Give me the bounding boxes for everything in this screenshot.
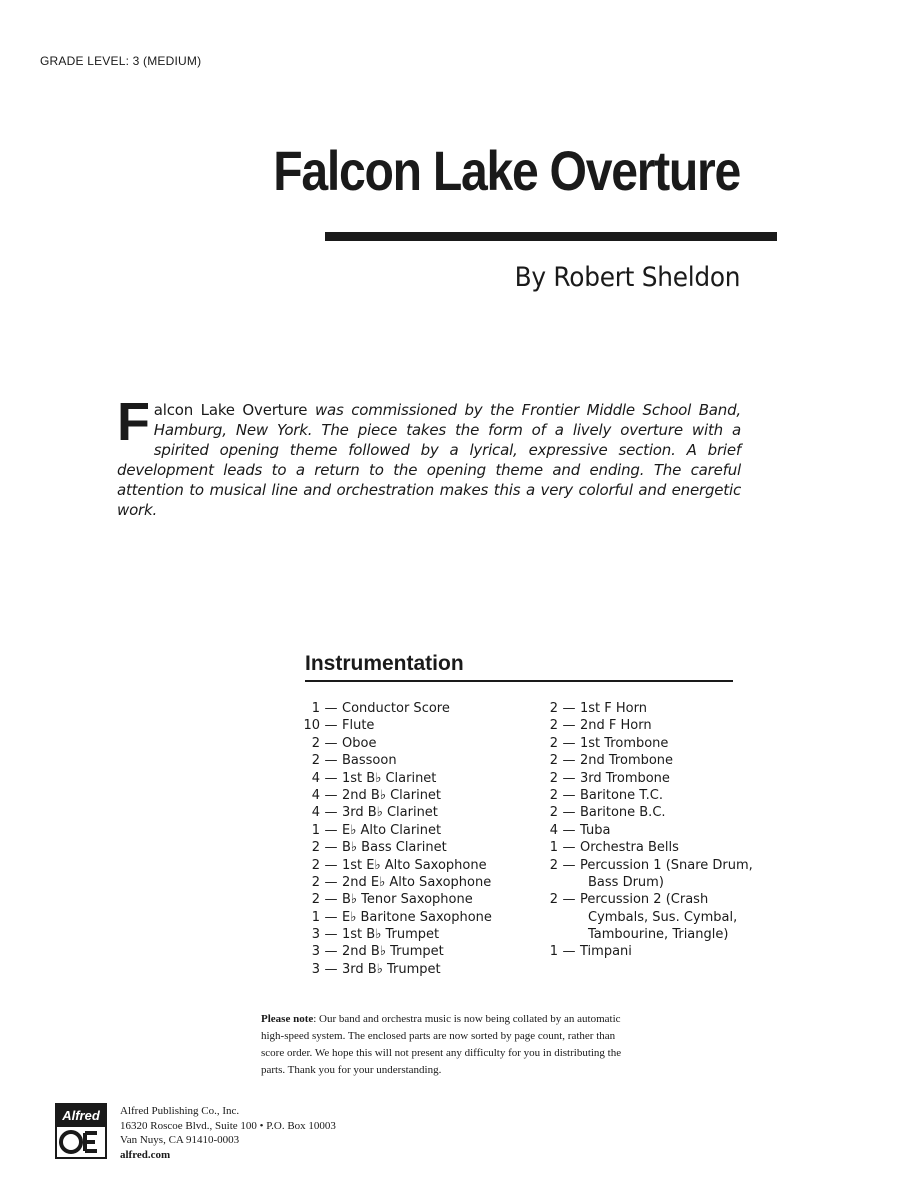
instrument-row xyxy=(536,770,753,787)
instrument-name: Oboe xyxy=(342,735,377,751)
publisher-info xyxy=(120,1104,336,1162)
dash-separator: — xyxy=(562,805,576,821)
dash-separator: — xyxy=(324,770,338,786)
instrument-quantity: 2 xyxy=(549,718,558,734)
drop-cap: F xyxy=(117,392,150,452)
instrument-quantity: 2 xyxy=(311,840,320,856)
instrument-quantity: 2 xyxy=(549,787,558,803)
dash-separator: — xyxy=(562,840,576,856)
note-label: Please note xyxy=(261,1013,314,1025)
dash-separator: — xyxy=(324,735,338,751)
instrument-quantity: 2 xyxy=(549,701,558,716)
instrument-quantity: 1 xyxy=(549,944,558,960)
instrument-row xyxy=(536,735,753,752)
instrument-name: Baritone T.C. xyxy=(580,787,664,803)
instrument-name: Baritone B.C. xyxy=(580,805,666,821)
dash-separator: — xyxy=(562,892,576,908)
collation-note xyxy=(261,1011,641,1079)
instrument-quantity: 10 xyxy=(303,718,320,734)
instrument-quantity: 2 xyxy=(549,735,558,751)
instrument-row xyxy=(536,787,753,804)
instrument-row xyxy=(536,804,753,821)
instrument-row xyxy=(298,943,492,960)
instrument-name: 2nd B♭ Clarinet xyxy=(342,787,442,803)
instrument-row xyxy=(536,700,753,717)
instrument-row xyxy=(536,839,753,856)
instrument-quantity: 4 xyxy=(311,805,320,821)
instrument-row xyxy=(536,857,753,874)
instrument-name: B♭ Bass Clarinet xyxy=(342,840,447,856)
instrument-row xyxy=(536,943,753,960)
dash-separator: — xyxy=(324,874,338,890)
instrument-name: Percussion 2 (Crash xyxy=(580,892,709,908)
instrument-name: 1st E♭ Alto Saxophone xyxy=(342,857,487,873)
instrument-quantity: 3 xyxy=(311,944,320,960)
dash-separator: — xyxy=(324,892,338,908)
dash-separator: — xyxy=(562,735,576,751)
instrument-name: Timpani xyxy=(580,944,632,960)
instrument-row xyxy=(298,804,492,821)
instrument-row xyxy=(298,700,492,717)
intro-paragraph xyxy=(117,392,741,520)
instrument-name-continued: Tambourine, Triangle) xyxy=(588,927,729,943)
instrument-name: 3rd B♭ Clarinet xyxy=(342,805,438,821)
instrument-row xyxy=(298,891,492,908)
grade-level: GRADE LEVEL: 3 (MEDIUM) xyxy=(40,54,202,68)
instrument-name: 2nd B♭ Trumpet xyxy=(342,944,444,960)
instrument-quantity: 2 xyxy=(311,735,320,751)
dash-separator: — xyxy=(324,718,338,734)
instrument-name: E♭ Baritone Saxophone xyxy=(342,909,492,925)
instrument-quantity: 3 xyxy=(311,961,320,977)
instrument-quantity: 2 xyxy=(549,753,558,769)
instrument-quantity: 4 xyxy=(311,770,320,786)
dash-separator: — xyxy=(324,787,338,803)
dash-separator: — xyxy=(562,753,576,769)
instrument-row xyxy=(298,961,492,978)
instrument-name: Orchestra Bells xyxy=(580,840,679,856)
intro-body-text: was commissioned by the Frontier Middle School Band, Hamburg, New York. The piece takes the form of a lively overture with a spirited opening theme followed by a lyrical, expressive section. A brief development leads to a return to the opening theme and ending. The careful attention to musical line and orchestration makes this a very colorful and energetic work. xyxy=(117,401,741,519)
instrument-quantity: 2 xyxy=(549,770,558,786)
instrument-row xyxy=(298,787,492,804)
dash-separator: — xyxy=(562,822,576,838)
dash-separator: — xyxy=(324,701,338,716)
instrument-row xyxy=(298,926,492,943)
instrument-name: 2nd F Horn xyxy=(580,718,652,734)
instrumentation-divider xyxy=(305,680,733,682)
dash-separator: — xyxy=(324,822,338,838)
composer-credit: By Robert Sheldon xyxy=(514,262,740,293)
instrument-row xyxy=(536,891,753,908)
instrument-row xyxy=(536,822,753,839)
instrument-quantity: 2 xyxy=(311,857,320,873)
instrument-quantity: 2 xyxy=(549,857,558,873)
dash-separator: — xyxy=(562,701,576,716)
dash-separator: — xyxy=(324,909,338,925)
publisher-name: Alfred Publishing Co., Inc. xyxy=(120,1105,240,1117)
instrument-name: 1st F Horn xyxy=(580,701,647,716)
instrument-row xyxy=(536,717,753,734)
dash-separator: — xyxy=(562,718,576,734)
instrument-name: E♭ Alto Clarinet xyxy=(342,822,442,838)
dash-separator: — xyxy=(562,944,576,960)
dash-separator: — xyxy=(324,944,338,960)
dash-separator: — xyxy=(562,787,576,803)
instrument-row xyxy=(298,822,492,839)
instrument-row xyxy=(298,857,492,874)
logo-mark-icon xyxy=(57,1127,105,1157)
instrument-row xyxy=(298,874,492,891)
instrument-row xyxy=(298,909,492,926)
instrument-quantity: 1 xyxy=(311,701,320,716)
instrument-quantity: 2 xyxy=(549,805,558,821)
instrument-quantity: 2 xyxy=(311,874,320,890)
dash-separator: — xyxy=(324,927,338,943)
instrument-list-right xyxy=(536,700,753,961)
instrument-name-continued: Cymbals, Sus. Cymbal, xyxy=(588,909,738,925)
instrument-name: Bassoon xyxy=(342,753,397,769)
publisher-address-1: 16320 Roscoe Blvd., Suite 100 • P.O. Box 10003 xyxy=(120,1119,336,1132)
instrument-quantity: 1 xyxy=(549,840,558,856)
instrument-row xyxy=(536,752,753,769)
instrument-row xyxy=(298,735,492,752)
instrument-name: Tuba xyxy=(580,822,611,838)
instrument-quantity: 2 xyxy=(311,892,320,908)
dash-separator: — xyxy=(324,805,338,821)
instrument-quantity: 4 xyxy=(549,822,558,838)
instrument-row xyxy=(298,770,492,787)
instrument-name: 3rd B♭ Trumpet xyxy=(342,961,441,977)
instrument-name: 1st B♭ Trumpet xyxy=(342,927,440,943)
instrument-name: 2nd E♭ Alto Saxophone xyxy=(342,874,492,890)
intro-title-text: alcon Lake Overture xyxy=(153,401,308,419)
instrument-name: 3rd Trombone xyxy=(580,770,670,786)
instrument-list-left xyxy=(298,700,492,978)
instrument-quantity: 1 xyxy=(311,909,320,925)
instrument-quantity: 4 xyxy=(311,787,320,803)
instrument-name: Conductor Score xyxy=(342,701,450,716)
publisher-address-2: Van Nuys, CA 91410-0003 xyxy=(120,1134,240,1146)
logo-text: Alfred xyxy=(57,1105,105,1127)
instrument-quantity: 3 xyxy=(311,927,320,943)
instrument-name: Percussion 1 (Snare Drum, xyxy=(580,857,753,873)
instrument-name: Flute xyxy=(342,718,375,734)
dash-separator: — xyxy=(324,840,338,856)
instrument-row xyxy=(298,752,492,769)
instrument-name: 2nd Trombone xyxy=(580,753,674,769)
title-divider xyxy=(325,232,777,241)
instrument-quantity: 2 xyxy=(549,892,558,908)
dash-separator: — xyxy=(324,753,338,769)
dash-separator: — xyxy=(562,857,576,873)
instrument-row xyxy=(298,717,492,734)
note-text: : Our band and orchestra music is now being collated by an automatic high-speed system. The enclosed parts are now sorted by page count, rather than score order. We hope this will not present any difficulty for you in distributing the parts. Thank you for your understanding. xyxy=(261,1013,622,1076)
instrument-name: 1st B♭ Clarinet xyxy=(342,770,437,786)
instrument-name-continued: Bass Drum) xyxy=(588,874,664,890)
instrument-name: 1st Trombone xyxy=(580,735,669,751)
dash-separator: — xyxy=(562,770,576,786)
alfred-logo xyxy=(55,1103,107,1159)
instrument-name: B♭ Tenor Saxophone xyxy=(342,892,473,908)
instrument-quantity: 2 xyxy=(311,753,320,769)
page-title: Falcon Lake Overture xyxy=(273,139,740,202)
dash-separator: — xyxy=(324,961,338,977)
publisher-website[interactable]: alfred.com xyxy=(120,1148,171,1161)
instrument-row xyxy=(298,839,492,856)
dash-separator: — xyxy=(324,857,338,873)
instrument-quantity: 1 xyxy=(311,822,320,838)
instrumentation-heading: Instrumentation xyxy=(305,652,464,675)
